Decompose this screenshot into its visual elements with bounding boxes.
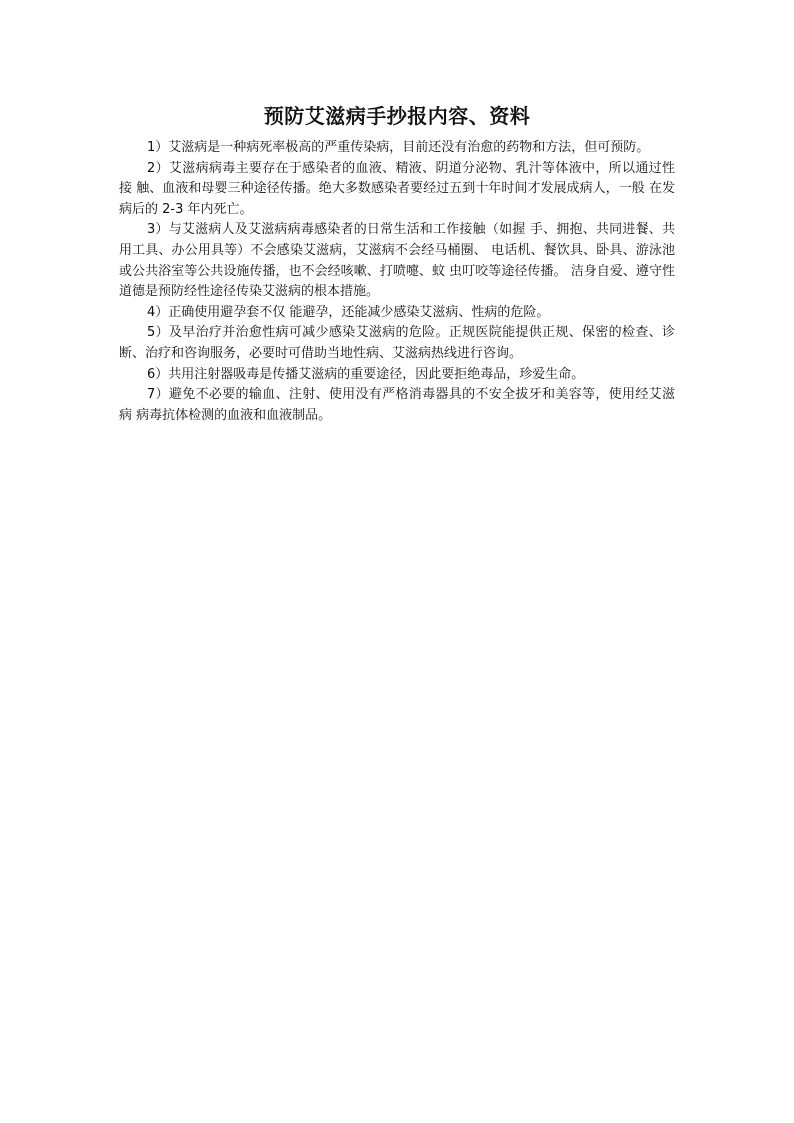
document-body — [119, 138, 675, 426]
paragraph-4: 4）正确使用避孕套不仅 能避孕，还能减少感染艾滋病、性病的危险。 — [147, 304, 550, 320]
paragraph-6: 6）共用注射器吸毒是传播艾滋病的重要途径，因此要拒绝毒品，珍爱生命。 — [147, 366, 585, 382]
paragraph-7: 7）避免不必要的输血、注射、使用没有严格消毒器具的不安全拔牙和美容等，使用经艾滋病 病毒抗体检测的血液和血液制品。 — [119, 387, 675, 423]
document-title: 预防艾滋病手抄报内容、资料 — [263, 104, 531, 128]
paragraph-1: 1）艾滋病是一种病死率极高的严重传染病，目前还没有治愈的药物和方法，但可预防。 — [147, 140, 650, 155]
paragraph-5: 5）及早治疗并治愈性病可减少感染艾滋病的危险。正规医院能提供正规、保密的检查、诊 断、治疗和咨询服务，必要时可借助当地性病、艾滋病热线进行咨询。 — [119, 325, 675, 361]
paragraph-2: 2）艾滋病病毒主要存在于感染者的血液、精液、阴道分泌物、乳汁等体液中，所以通过性接 触、血液和母婴三种途径传播。绝大多数感染者要经过五到十年时间才发展成病人，一般 在发病后的 2-3 年内死亡。 — [119, 160, 675, 217]
paragraph-3: 3）与艾滋病人及艾滋病病毒感染者的日常生活和工作接触（如握 手、拥抱、共同进餐、共用工具、办公用具等）不会感染艾滋病，艾滋病不会经马桶圈、 电话机、餐饮具、卧具、游泳池或公共浴室等公共设施传播，也不会经咳嗽、打喷嚏、蚊 虫叮咬等途径传播。 洁身自爱、遵守性道德是预防经性途径传染艾滋病的根本措施。 — [119, 222, 675, 300]
